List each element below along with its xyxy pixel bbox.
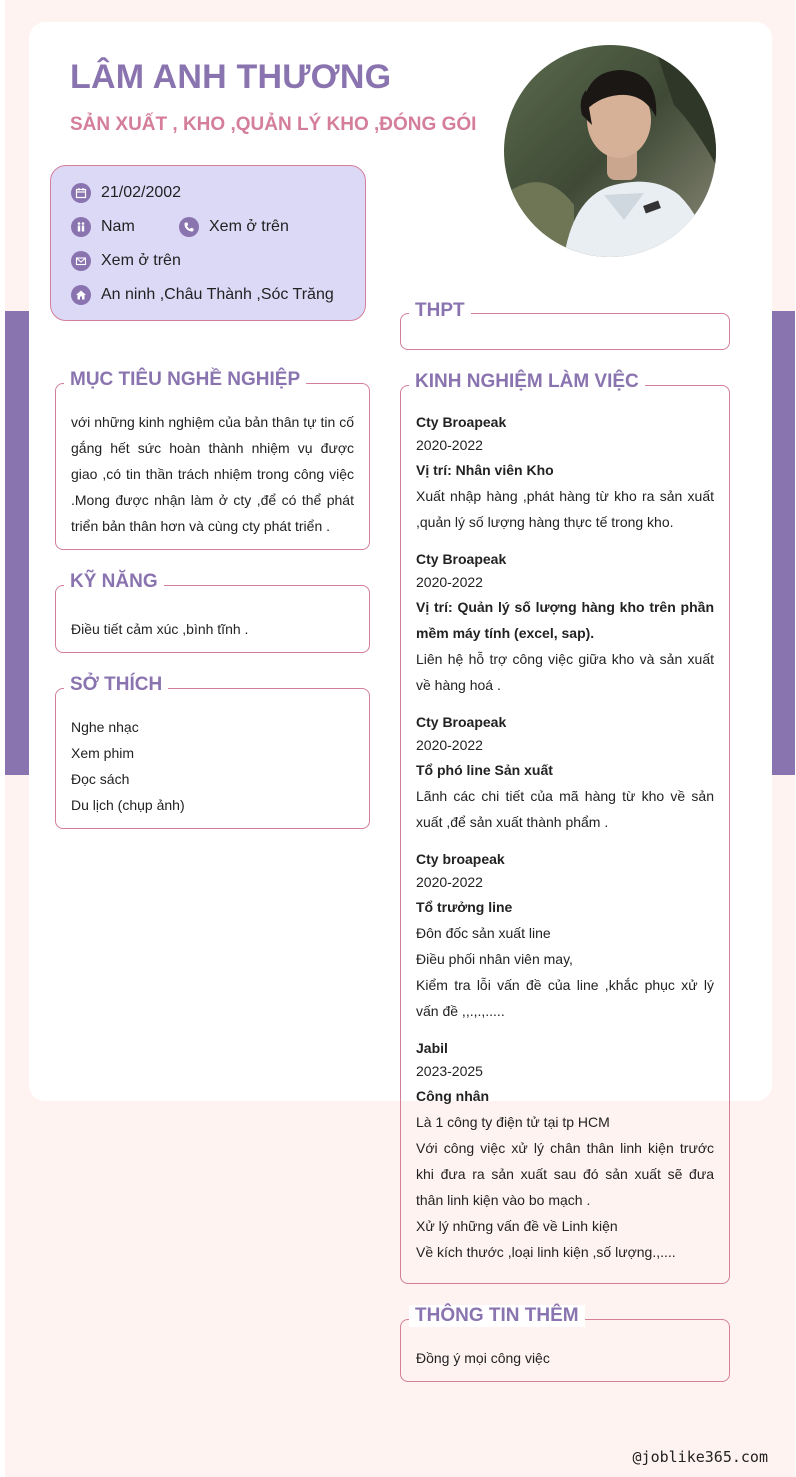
resume-page — [5, 0, 795, 1477]
mail-icon — [71, 251, 91, 271]
job-position: Vị trí: Quản lý số lượng hàng kho trên phần mềm máy tính (excel, sap). — [416, 599, 714, 641]
job-detail: Về kích thước ,loại linh kiện ,số lượng.,.... — [416, 1244, 676, 1260]
job-years: 2020-2022 — [416, 874, 483, 890]
job-detail: Với công việc xử lý chân thân linh kiện trước khi đưa ra sản xuất sau đó sản xuất sẽ đưa thân linh kiện vào bo mạch . — [416, 1140, 714, 1208]
hobbies-title: SỞ THÍCH — [64, 674, 168, 696]
job-entry — [416, 711, 714, 835]
home-icon — [71, 285, 91, 305]
skills-title: KỸ NĂNG — [64, 571, 164, 593]
job-detail: Lãnh các chi tiết của mã hàng từ kho về sản xuất ,để sản xuất thành phẩm . — [416, 788, 714, 830]
job-entry — [416, 1037, 714, 1265]
email-row — [71, 251, 181, 271]
job-position: Công nhân — [416, 1088, 490, 1104]
job-detail: Điều phối nhân viên may, — [416, 951, 573, 967]
job-position: Tổ phó line Sản xuất — [416, 762, 553, 778]
job-company: Cty Broapeak — [416, 551, 507, 567]
address-row — [71, 285, 334, 305]
watermark: @joblike365.com — [632, 1448, 768, 1466]
birthday-row — [71, 183, 181, 203]
job-position: Tổ trưởng line — [416, 899, 513, 915]
job-entry — [416, 548, 714, 698]
left-accent-band — [5, 311, 30, 775]
job-detail: Kiểm tra lỗi vấn đề của line ,khắc phục xử lý vấn đề ,,.,.,..... — [416, 977, 714, 1019]
skills-section — [55, 571, 370, 653]
hobby-item: Du lịch (chụp ảnh) — [71, 797, 185, 813]
extra-text: Đồng ý mọi công việc — [416, 1350, 550, 1366]
candidate-name: LÂM ANH THƯƠNG — [70, 58, 392, 96]
education-section — [400, 300, 730, 350]
birthday-value: 21/02/2002 — [101, 184, 182, 201]
calendar-icon — [71, 183, 91, 203]
job-years: 2020-2022 — [416, 737, 483, 753]
job-detail: Liên hệ hỗ trợ công việc giữa kho và sản xuất về hàng hoá . — [416, 651, 714, 693]
job-company: Cty Broapeak — [416, 414, 507, 430]
hobby-item: Xem phim — [71, 745, 135, 761]
job-detail: Đôn đốc sản xuất line — [416, 925, 551, 941]
job-years: 2020-2022 — [416, 437, 483, 453]
job-years: 2020-2022 — [416, 574, 483, 590]
email-value: Xem ở trên — [101, 252, 181, 269]
phone-row — [179, 217, 289, 237]
job-company: Cty Broapeak — [416, 714, 507, 730]
gender-value: Nam — [101, 218, 135, 235]
address-value: An ninh ,Châu Thành ,Sóc Trăng — [101, 286, 334, 303]
job-position: Vị trí: Nhân viên Kho — [416, 462, 554, 478]
job-entry — [416, 411, 714, 535]
extra-section — [400, 1305, 730, 1382]
gender-row — [71, 217, 135, 237]
job-years: 2023-2025 — [416, 1063, 483, 1079]
job-detail: Xuất nhập hàng ,phát hàng từ kho ra sản xuất ,quản lý số lượng hàng thực tế trong kho. — [416, 488, 714, 530]
contact-box — [50, 165, 366, 321]
objective-title: MỤC TIÊU NGHỀ NGHIỆP — [64, 369, 306, 391]
gender-icon — [71, 217, 91, 237]
hobbies-list — [71, 714, 354, 818]
hobby-item: Đọc sách — [71, 771, 130, 787]
hobbies-section — [55, 674, 370, 829]
education-title: THPT — [409, 300, 471, 322]
experience-title: KINH NGHIỆM LÀM VIỆC — [409, 371, 645, 393]
extra-title: THÔNG TIN THÊM — [409, 1305, 585, 1327]
objective-text: với những kinh nghiệm của bản thân tự tin cố gắng hết sức hoàn thành nhiệm vụ được giao ,có tin thần trách nhiệm trong công việc .Mong được nhận làm ở cty ,để có thể phát triển bản thân hơn và cùng cty phát triển . — [71, 414, 354, 534]
experience-section — [400, 371, 730, 1284]
candidate-role: SẢN XUẤT , KHO ,QUẢN LÝ KHO ,ĐÓNG GÓI — [70, 114, 477, 135]
phone-value: Xem ở trên — [209, 218, 289, 235]
phone-icon — [179, 217, 199, 237]
job-entry — [416, 848, 714, 1024]
job-detail: Là 1 công ty điện tử tại tp HCM — [416, 1114, 610, 1130]
objective-section — [55, 369, 370, 550]
job-company: Cty broapeak — [416, 851, 505, 867]
hobby-item: Nghe nhạc — [71, 719, 139, 735]
job-company: Jabil — [416, 1040, 448, 1056]
profile-photo — [504, 45, 716, 257]
skills-text: Điều tiết cảm xúc ,bình tĩnh . — [71, 621, 249, 637]
experience-list — [416, 411, 714, 1278]
right-accent-band — [772, 311, 795, 775]
job-detail: Xử lý những vấn đề về Linh kiện — [416, 1218, 618, 1234]
